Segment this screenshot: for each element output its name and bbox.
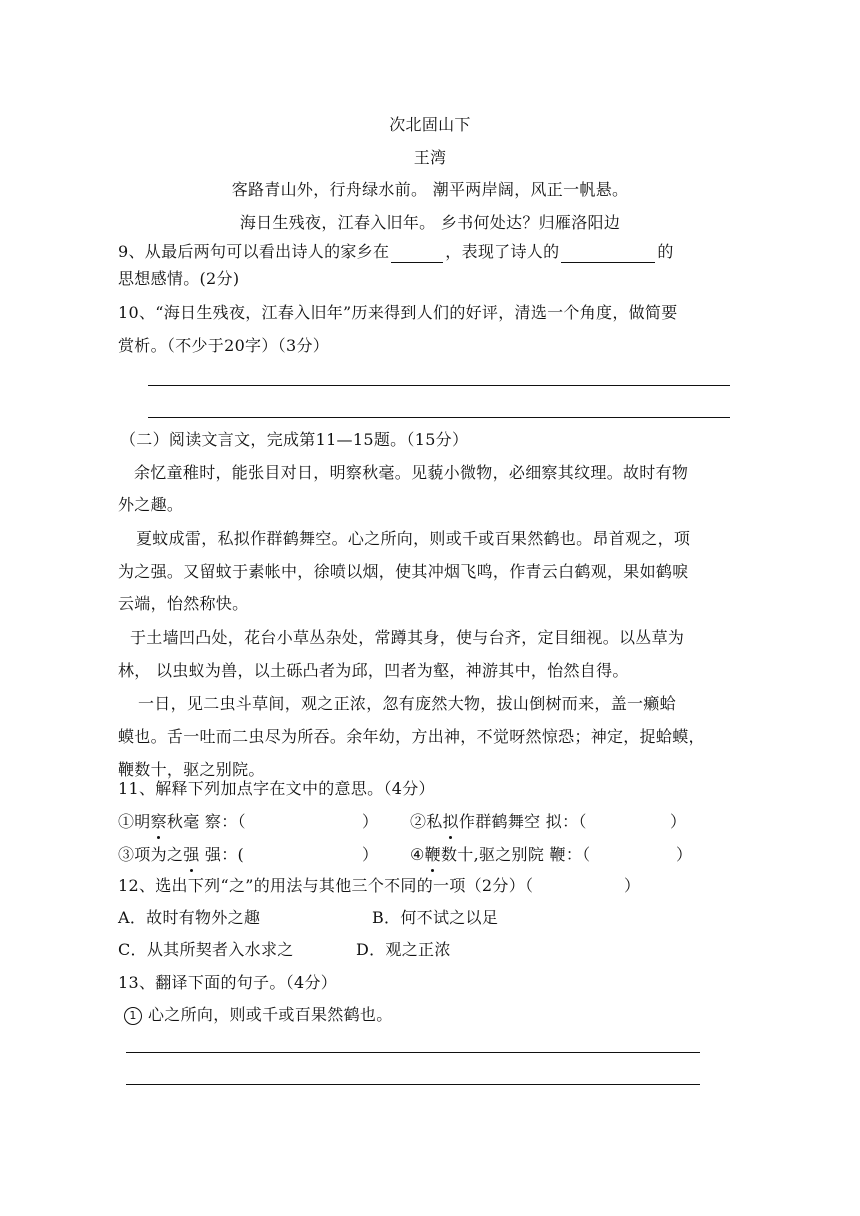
q13-sentence-1-text: 心之所向，则或千或百果然鹤也。 [148, 1005, 393, 1024]
question-12-close: ） [624, 876, 641, 895]
section-2-heading: （二）阅读文言文，完成第11—15题。（15分） [120, 430, 469, 449]
q12-option-b[interactable]: B．何不试之以足 [372, 908, 499, 927]
q12-option-c[interactable]: C．从其所契者入水求之 [118, 940, 294, 959]
answer-line[interactable] [126, 1052, 700, 1053]
q11-item-2-close: ） [670, 812, 687, 831]
question-9 [118, 241, 674, 263]
passage-p4-line3: 鞭数十，驱之别院。 [118, 760, 265, 779]
q11-item-1-text: ①明 [118, 812, 151, 831]
question-11-title: 11、解释下列加点字在文中的意思。（4分） [118, 779, 435, 798]
passage-p2-line3: 云端，怡然称快。 [118, 594, 249, 613]
emphasis-char: 鞭 [424, 845, 441, 864]
q11-item-1-text: 秋毫 察：（ [166, 812, 246, 831]
emphasis-char: 拟 [442, 812, 459, 831]
q9-blank-feeling[interactable] [561, 244, 655, 263]
passage-p1-line2: 外之趣。 [118, 495, 184, 514]
poem-line-2: 海日生残夜，江春入旧年。 乡书何处达？归雁洛阳边 [239, 213, 621, 232]
question-10-line2: 赏析。（不少于20字）（3分） [118, 336, 330, 355]
emphasis-char: 强 [183, 845, 200, 864]
q11-item-1 [118, 811, 246, 833]
question-9-line2: 思想感情。(2分) [118, 269, 240, 288]
q9-text-b: ，表现了诗人的 [445, 242, 560, 261]
poem-line-1: 客路青山外，行舟绿水前。 潮平两岸阔，风正一帆悬。 [231, 180, 629, 199]
question-12-title: 12、选出下列“之”的用法与其他三个不同的一项（2分）（ [118, 876, 534, 895]
q11-item-4-text: 数十,驱之别院 鞭：（ [440, 845, 591, 864]
answer-line[interactable] [126, 1084, 700, 1085]
q11-item-4-close: ） [676, 845, 693, 864]
q11-item-4 [410, 844, 590, 866]
q12-option-d[interactable]: D．观之正浓 [356, 940, 451, 959]
q12-option-a[interactable]: A．故时有物外之趣 [118, 908, 261, 927]
question-13-title: 13、翻译下面的句子。（4分） [118, 973, 338, 992]
question-10-line1: 10、“海日生残夜，江春入旧年”历来得到人们的好评，清选一个角度，做简要 [118, 303, 678, 322]
q9-text-c: 的 [657, 242, 674, 261]
poem-author: 王湾 [413, 148, 447, 167]
passage-p2-line1: 夏蚊成雷，私拟作群鹤舞空。心之所向，则或千或百果然鹤也。昂首观之，项 [136, 529, 691, 548]
circled-number: 1 [124, 1007, 142, 1025]
passage-p2-line2: 为之强。又留蚊于素帐中，徐喷以烟，使其冲烟飞鸣，作青云白鹤观，果如鹤唳 [118, 562, 689, 581]
poem-title: 次北固山下 [389, 115, 471, 134]
passage-p3-line1: 于土墙凹凸处，花台小草丛杂处，常蹲其身，使与台齐，定目细视。以丛草为 [130, 628, 685, 647]
answer-line[interactable] [148, 385, 730, 386]
q11-item-3-text: 强：( [199, 845, 245, 864]
q13-sentence-1 [124, 1004, 393, 1026]
q11-item-1-close: ） [362, 812, 379, 831]
q11-item-2-text: 作群鹤舞空 拟：（ [458, 812, 587, 831]
passage-p3-line2: 林， 以虫蚁为兽，以土砾凸者为邱，凹者为壑，神游其中，怡然自得。 [118, 661, 629, 680]
q9-text-a: 9、从最后两句可以看出诗人的家乡在 [118, 242, 390, 261]
q11-item-2 [410, 811, 587, 833]
passage-p1-line1: 余忆童稚时，能张目对日，明察秋毫。见藐小微物，必细察其纹理。故时有物 [134, 463, 689, 482]
q11-item-4-text: ④ [410, 845, 425, 864]
emphasis-char: 察 [150, 812, 167, 831]
passage-p4-line2: 蟆也。舌一吐而二虫尽为所吞。余年幼，方出神，不觉呀然惊恐；神定，捉蛤蟆， [118, 727, 705, 746]
q11-item-2-text: ②私 [410, 812, 443, 831]
q11-item-3 [118, 844, 244, 866]
q11-item-3-text: ③项为之 [118, 845, 184, 864]
answer-line[interactable] [148, 417, 730, 418]
passage-p4-line1: 一日，见二虫斗草间，观之正浓，忽有庞然大物，拔山倒树而来，盖一癞蛤 [138, 694, 676, 713]
q11-item-3-close: ） [362, 845, 379, 864]
q9-blank-hometown[interactable] [391, 244, 443, 263]
